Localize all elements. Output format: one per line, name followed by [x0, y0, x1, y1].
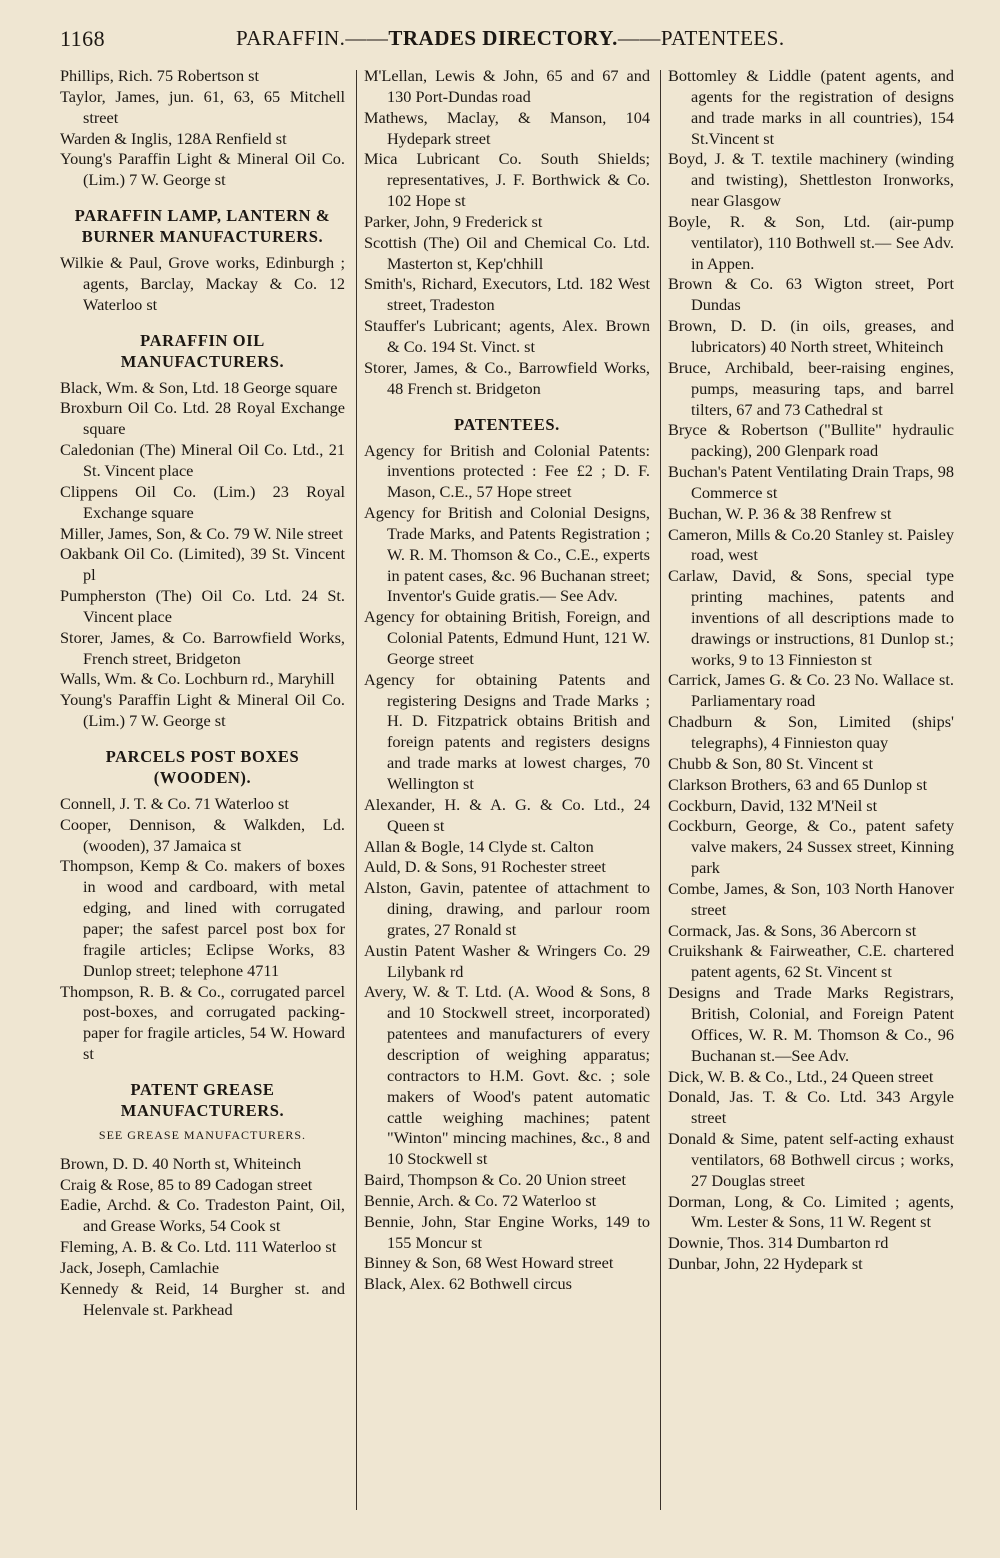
- directory-entry: Carrick, James G. & Co. 23 No. Wallace st. Parliamentary road: [668, 670, 954, 711]
- directory-entry: Dick, W. B. & Co., Ltd., 24 Queen street: [668, 1066, 934, 1086]
- directory-entry: Black, Alex. 62 Bothwell circus: [364, 1274, 572, 1294]
- running-head-left: PARAFFIN.: [236, 26, 346, 50]
- directory-entry: Chadburn & Son, Limited (ships' telegraphs), 4 Finnieston quay: [668, 712, 954, 752]
- directory-entry: Agency for obtaining British, Foreign, and Colonial Patents, Edmund Hunt, 121 W. George street: [364, 607, 650, 668]
- directory-entry: Smith's, Richard, Executors, Ltd. 182 West street, Tradeston: [364, 274, 650, 315]
- directory-entry: Eadie, Archd. & Co. Tradeston Paint, Oil, and Grease Works, 54 Cook st: [60, 1195, 345, 1236]
- directory-entry: Carlaw, David, & Sons, special type printing machines, patents and inventions of all descriptions made to drawings or instructions, 81 Dunlop st.; works, 9 to 13 Finnieston st: [668, 566, 954, 669]
- directory-entry: Cockburn, George, & Co., patent safety valve makers, 24 Sussex street, Kinning park: [668, 816, 954, 878]
- directory-entry: Clarkson Brothers, 63 and 65 Dunlop st: [668, 774, 928, 794]
- directory-entry: Oakbank Oil Co. (Limited), 39 St. Vincent pl: [60, 544, 345, 585]
- directory-entry: Craig & Rose, 85 to 89 Cadogan street: [60, 1174, 313, 1194]
- directory-entry: Bruce, Archibald, beer-raising engines, pumps, measuring taps, and barrel tilters, 67 and 73 Cathedral st: [668, 357, 954, 419]
- directory-entry: Dunbar, John, 22 Hydepark st: [668, 1254, 863, 1274]
- directory-entry: Avery, W. & T. Ltd. (A. Wood & Sons, 8 and 10 Stockwell street, incorporated) patentees and manufacturers of every description of weighing apparatus; contractors to H.M. Govt. &c. ; sole makers of Wood's patent automatic cattle weighing machines; patent "Winton" mincing machines, &c., 8 and 10 Stockwell st: [364, 982, 650, 1169]
- directory-entry: Bottomley & Liddle (patent agents, and agents for the registration of designs and trade marks in all countries), 154 St.Vincent st: [668, 66, 954, 148]
- directory-entry: Cockburn, David, 132 M'Neil st: [668, 795, 878, 815]
- directory-entry: Bennie, John, Star Engine Works, 149 to 155 Moncur st: [364, 1211, 650, 1252]
- directory-entry: Austin Patent Washer & Wringers Co. 29 Lilybank rd: [364, 940, 650, 981]
- directory-entry: Brown, D. D. 40 North st, Whiteinch: [60, 1153, 302, 1173]
- directory-entry: Scottish (The) Oil and Chemical Co. Ltd. Masterton st, Kep'chhill: [364, 232, 650, 273]
- directory-entry: Cormack, Jas. & Sons, 36 Abercorn st: [668, 920, 917, 940]
- directory-entry: Downie, Thos. 314 Dumbarton rd: [668, 1233, 889, 1253]
- directory-entry: M'Lellan, Lewis & John, 65 and 67 and 130 Port-Dundas road: [364, 66, 650, 106]
- directory-entry: Donald, Jas. T. & Co. Ltd. 343 Argyle street: [668, 1087, 954, 1128]
- running-head-center: TRADES DIRECTORY.: [388, 26, 618, 50]
- section-heading: PARAFFIN LAMP, LANTERN & BURNER MANUFACTURERS.: [74, 206, 331, 247]
- directory-entry: Buchan's Patent Ventilating Drain Traps, 98 Commerce st: [668, 462, 954, 502]
- running-head: PARAFFIN.——TRADES DIRECTORY.——PATENTEES.: [236, 26, 785, 50]
- section-lubricants-continued: [364, 66, 650, 400]
- directory-entry: Walls, Wm. & Co. Lochburn rd., Maryhill: [60, 669, 335, 689]
- directory-entry: Wilkie & Paul, Grove works, Edinburgh ; agents, Barclay, Mackay & Co. 12 Waterloo st: [60, 253, 345, 314]
- directory-entry: Young's Paraffin Light & Mineral Oil Co. (Lim.) 7 W. George st: [60, 690, 345, 731]
- directory-entry: Taylor, James, jun. 61, 63, 65 Mitchell street: [60, 86, 345, 127]
- directory-entry: Bryce & Robertson ("Bullite" hydraulic packing), 200 Glenpark road: [668, 420, 954, 461]
- directory-entry: Alexander, H. & A. G. & Co. Ltd., 24 Queen st: [364, 794, 650, 835]
- section-paraffin-oil: [60, 378, 345, 732]
- directory-entry: Thompson, R. B. & Co., corrugated parcel post-boxes, and corrugated packing-paper for fragile articles, 54 W. Howard st: [60, 981, 345, 1064]
- directory-entry: Agency for British and Colonial Patents: inventions protected : Fee £2 ; D. F. Mason, C.E., 57 Hope street: [364, 440, 650, 502]
- directory-entry: Agency for British and Colonial Designs, Trade Marks, and Patents Registration ; W. R. M. Thomson & Co., C.E., experts in patent cases, &c. 96 Buchanan street; Inventor's Guide gratis.— See Adv.: [364, 503, 650, 606]
- directory-entry: Thompson, Kemp & Co. makers of boxes in wood and cardboard, with metal edging, and lined with corrugated paper; the safest parcel post box for fragile articles; Eclipse Works, 83 Dunlop street; telephone 4711: [60, 856, 345, 980]
- section-paraffin-lamp: [60, 253, 345, 316]
- directory-entry: Stauffer's Lubricant; agents, Alex. Brown & Co. 194 St. Vinct. st: [364, 316, 650, 356]
- page-header: [60, 26, 960, 56]
- column-3: [668, 66, 954, 1275]
- directory-entry: Brown & Co. 63 Wigton street, Port Dundas: [668, 274, 954, 315]
- directory-entry: Warden & Inglis, 128A Renfield st: [60, 128, 287, 148]
- directory-entry: Storer, James, & Co. Barrowfield Works, French street, Bridgeton: [60, 627, 345, 668]
- directory-entry: Bennie, Arch. & Co. 72 Waterloo st: [364, 1190, 597, 1210]
- directory-entry: Auld, D. & Sons, 91 Rochester street: [364, 857, 606, 877]
- directory-entry: Black, Wm. & Son, Ltd. 18 George square: [60, 377, 338, 397]
- section-patentees: [364, 441, 650, 1296]
- column-1: [60, 66, 345, 1321]
- directory-entry: Fleming, A. B. & Co. Ltd. 111 Waterloo st: [60, 1237, 337, 1257]
- section-patent-grease: [60, 1154, 345, 1321]
- column-2: [364, 66, 650, 1295]
- directory-entry: Cruikshank & Fairweather, C.E. chartered patent agents, 62 St. Vincent st: [668, 941, 954, 982]
- directory-entry: Clippens Oil Co. (Lim.) 23 Royal Exchange square: [60, 481, 345, 522]
- directory-entry: Agency for obtaining Patents and registering Designs and Trade Marks ; H. D. Fitzpatrick obtains British and foreign patents and registers designs and trade marks at lowest charges, 70 Wellington st: [364, 669, 650, 793]
- column-divider: [356, 70, 357, 1510]
- directory-entry: Donald & Sime, patent self-acting exhaust ventilators, 68 Bothwell circus ; works, 27 Douglas street: [668, 1129, 954, 1190]
- directory-entry: Connell, J. T. & Co. 71 Waterloo st: [60, 793, 289, 813]
- directory-entry: Brown, D. D. (in oils, greases, and lubricators) 40 North street, Whiteinch: [668, 316, 954, 356]
- directory-entry: Boyd, J. & T. textile machinery (winding and twisting), Shettleston Ironworks, near Glasgow: [668, 149, 954, 211]
- directory-entry: Broxburn Oil Co. Ltd. 28 Royal Exchange square: [60, 398, 345, 439]
- directory-entry: Cooper, Dennison, & Walkden, Ld. (wooden), 37 Jamaica st: [60, 814, 345, 855]
- section-paraffin-continued: [60, 66, 345, 191]
- directory-entry: Kennedy & Reid, 14 Burgher st. and Helenvale st. Parkhead: [60, 1278, 345, 1319]
- directory-entry: Chubb & Son, 80 St. Vincent st: [668, 753, 873, 773]
- directory-entry: Caledonian (The) Mineral Oil Co. Ltd., 21 St. Vincent place: [60, 440, 345, 480]
- directory-entry: Parker, John, 9 Frederick st: [364, 211, 543, 231]
- section-heading: PARAFFIN OIL MANUFACTURERS.: [120, 330, 285, 371]
- directory-entry: Combe, James, & Son, 103 North Hanover street: [668, 878, 954, 919]
- section-heading: PARCELS POST BOXES (WOODEN).: [105, 746, 300, 787]
- section-heading: PATENT GREASE MANUFACTURERS.: [120, 1079, 285, 1120]
- directory-entry: Baird, Thompson & Co. 20 Union street: [364, 1170, 626, 1190]
- directory-entry: Phillips, Rich. 75 Robertson st: [60, 66, 260, 85]
- directory-entry: Storer, James, & Co., Barrowfield Works, 48 French st. Bridgeton: [364, 357, 650, 398]
- directory-entry: Jack, Joseph, Camlachie: [60, 1257, 220, 1277]
- running-head-right: PATENTEES.: [660, 26, 785, 50]
- directory-entry: Dorman, Long, & Co. Limited ; agents, Wm. Lester & Sons, 11 W. Regent st: [668, 1191, 954, 1232]
- directory-entry: Pumpherston (The) Oil Co. Ltd. 24 St. Vincent place: [60, 586, 345, 626]
- directory-entry: Mathews, Maclay, & Manson, 104 Hydepark street: [364, 107, 650, 148]
- directory-entry: Binney & Son, 68 West Howard street: [364, 1253, 614, 1273]
- section-patentees-continued: [668, 66, 954, 1275]
- directory-entry: Designs and Trade Marks Registrars, British, Colonial, and Foreign Patent Offices, W. R. M. Thomson & Co., 96 Buchanan st.—See Adv.: [668, 983, 954, 1065]
- directory-entry: Mica Lubricant Co. South Shields; representatives, J. F. Borthwick & Co. 102 Hope st: [364, 149, 650, 211]
- directory-entry: Buchan, W. P. 36 & 38 Renfrew st: [668, 503, 892, 523]
- section-cross-reference: SEE GREASE MANUFACTURERS.: [98, 1127, 307, 1142]
- section-heading: PATENTEES.: [454, 414, 560, 434]
- section-parcels-post-boxes: [60, 794, 345, 1065]
- directory-entry: Allan & Bogle, 14 Clyde st. Calton: [364, 836, 594, 856]
- directory-entry: Boyle, R. & Son, Ltd. (air-pump ventilator), 110 Bothwell st.— See Adv. in Appen.: [668, 211, 954, 273]
- directory-entry: Cameron, Mills & Co.20 Stanley st. Paisley road, west: [668, 524, 954, 565]
- directory-entry: Alston, Gavin, patentee of attachment to dining, drawing, and parlour room grates, 27 Ronald st: [364, 878, 650, 939]
- directory-entry: Miller, James, Son, & Co. 79 W. Nile street: [60, 523, 343, 543]
- directory-entry: Young's Paraffin Light & Mineral Oil Co. (Lim.) 7 W. George st: [60, 149, 345, 190]
- column-divider: [660, 70, 661, 1510]
- page-number: 1168: [60, 26, 106, 51]
